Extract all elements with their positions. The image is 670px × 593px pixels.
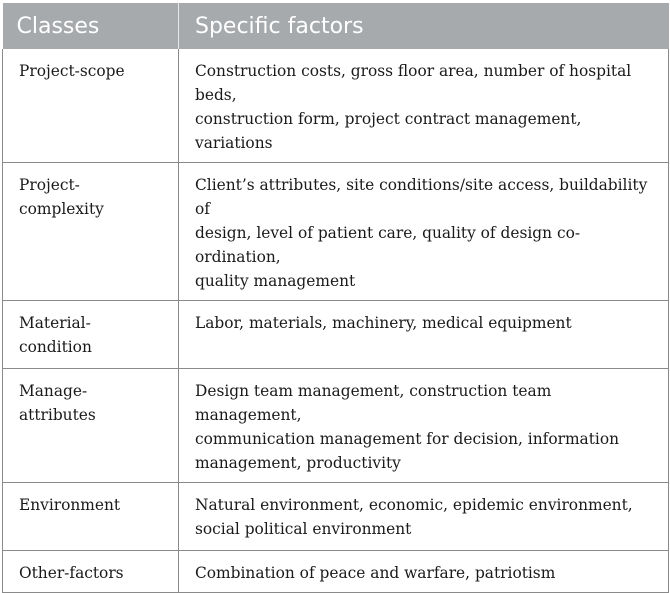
class-line: Project-scope (19, 62, 125, 80)
factors-cell (179, 49, 669, 163)
class-line: Other-factors (19, 564, 124, 582)
header-specific-factors: Specific factors (179, 3, 669, 49)
table-row (3, 49, 669, 163)
factor-line: Client’s attributes, site conditions/site access, buildability of (195, 176, 648, 218)
header-row (3, 3, 669, 49)
class-cell (3, 49, 179, 163)
class-cell (3, 301, 179, 369)
factor-line: communication management for decision, information (195, 430, 620, 448)
factor-line: Design team management, construction team management, (195, 382, 552, 424)
table-body (3, 49, 669, 593)
table-row (3, 483, 669, 551)
factors-cell (179, 551, 669, 593)
factors-cell (179, 301, 669, 369)
table-row (3, 551, 669, 593)
factor-line: Combination of peace and warfare, patriotism (195, 564, 556, 582)
table-row (3, 163, 669, 301)
class-cell (3, 551, 179, 593)
class-line: Environment (19, 496, 121, 514)
factors-cell (179, 369, 669, 483)
factors-table (2, 3, 669, 593)
header-classes: Classes (3, 3, 179, 49)
factor-line: management, productivity (195, 454, 401, 472)
factor-line: construction form, project contract management, variations (195, 110, 582, 152)
class-line: Manage- (19, 382, 88, 400)
factors-cell (179, 163, 669, 301)
class-line: Project- (19, 176, 80, 194)
factor-line: Construction costs, gross floor area, number of hospital beds, (195, 62, 632, 104)
factor-line: quality management (195, 272, 356, 290)
factor-line: design, level of patient care, quality of design co-ordination, (195, 224, 581, 266)
class-cell (3, 483, 179, 551)
class-line: condition (19, 338, 92, 356)
factor-line: Labor, materials, machinery, medical equipment (195, 314, 572, 332)
table-header (3, 3, 669, 49)
factor-line: social political environment (195, 520, 412, 538)
class-cell (3, 163, 179, 301)
factors-cell (179, 483, 669, 551)
class-line: Material- (19, 314, 91, 332)
table-row (3, 301, 669, 369)
class-line: complexity (19, 200, 104, 218)
table-row (3, 369, 669, 483)
class-line: attributes (19, 406, 96, 424)
factor-line: Natural environment, economic, epidemic environment, (195, 496, 633, 514)
class-cell (3, 369, 179, 483)
